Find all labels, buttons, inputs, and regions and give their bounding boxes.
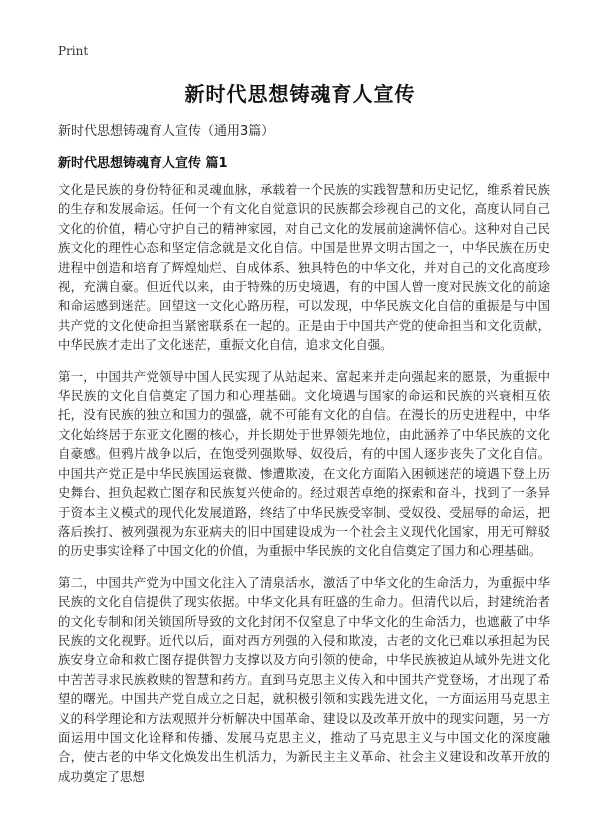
- article-body: [58, 180, 550, 798]
- paragraph: 文化是民族的身份特征和灵魂血脉，承载着一个民族的实践智慧和历史记忆，维系着民族的生存和发展命运。任何一个有文化自觉意识的民族都会珍视自己的文化，高度认同自己文化的价值，精心守护自己的精神家园，对自己文化的发展前途满怀信心。这种对自己民族文化的理性心态和坚定信念就是文化自信。中国是世界文明古国之一，中华民族在历史进程中创造和培育了辉煌灿烂、自成体系、独具特色的中华文化，并对自己的文化高度珍视，充满自豪。但近代以来，由于特殊的历史境遇，有的中国人曾一度对民族文化的前途和命运感到迷茫。回望这一文化心路历程，可以发现，中华民族文化自信的重振是与中国共产党的文化使命担当紧密联系在一起的。正是由于中国共产党的使命担当和文化贡献，中华民族才走出了文化迷茫，重振文化自信，追求文化自强。: [58, 182, 550, 353]
- section-heading: 新时代思想铸魂育人宣传 篇1: [58, 156, 228, 171]
- paragraph: 第二，中国共产党为中国文化注入了清泉活水，激活了中华文化的生命活力，为重振中华民族的文化自信提供了现实依据。中华文化具有旺盛的生命力。但清代以后，封建统治者的文化专制和闭关锁国所导致的文化封闭不仅窒息了中华文化的生命活力，也遮蔽了中华民族的文化视野。近代以后，面对西方列强的入侵和欺凌，古老的文化已难以承担起为民族安身立命和救亡图存提供智力支撑以及方向引领的使命，中华民族被迫从域外先进文化中苦苦寻求民族救赎的智慧和药方。直到马克思主义传入和中国共产党登场，才出现了希望的曙光。中国共产党自成立之日起，就积极引领和实践先进文化，一方面运用马克思主义的科学理论和方法观照并分析解决中国革命、建设以及改革开放中的现实问题，另一方面运用中国文化诠释和传播、发展马克思主义，推动了马克思主义与中国文化的深度融合，使古老的中华文化焕发出生机活力，为新民主主义革命、社会主义建设和改革开放的成功奠定了思想: [58, 574, 550, 784]
- document-subtitle: 新时代思想铸魂育人宣传（通用3篇）: [58, 124, 275, 139]
- page-title: 新时代思想铸魂育人宣传: [184, 82, 416, 106]
- paragraph: 第一，中国共产党领导中国人民实现了从站起来、富起来并走向强起来的愿景，为重振中华民族的文化自信奠定了国力和心理基础。文化境遇与国家的命运和民族的兴衰相互依托，没有民族的独立和国力的强盛，就不可能有文化的自信。在漫长的历史进程中，中华文化始终居于东亚文化圈的核心，并长期处于世界领先地位，由此涵养了中华民族的文化自豪感。但鸦片战争以后，在饱受列强欺辱、奴役后，有的中国人逐步丧失了文化自信。中国共产党正是中华民族国运衰微、惨遭欺凌，在文化方面陷入困顿迷茫的境遇下登上历史舞台、担负起救亡图存和民族复兴使命的。经过艰苦卓绝的探索和奋斗，找到了一条异于资本主义模式的现代化发展道路，终结了中华民族受宰制、受奴役、受屈辱的命运，把落后挨打、被列强视为东亚病夫的旧中国建设成为一个社会主义现代化国家，用无可辩驳的历史事实诠释了中国文化的价值，为重振中华民族的文化自信奠定了国力和心理基础。: [58, 368, 550, 559]
- print-link[interactable]: Print: [58, 44, 89, 58]
